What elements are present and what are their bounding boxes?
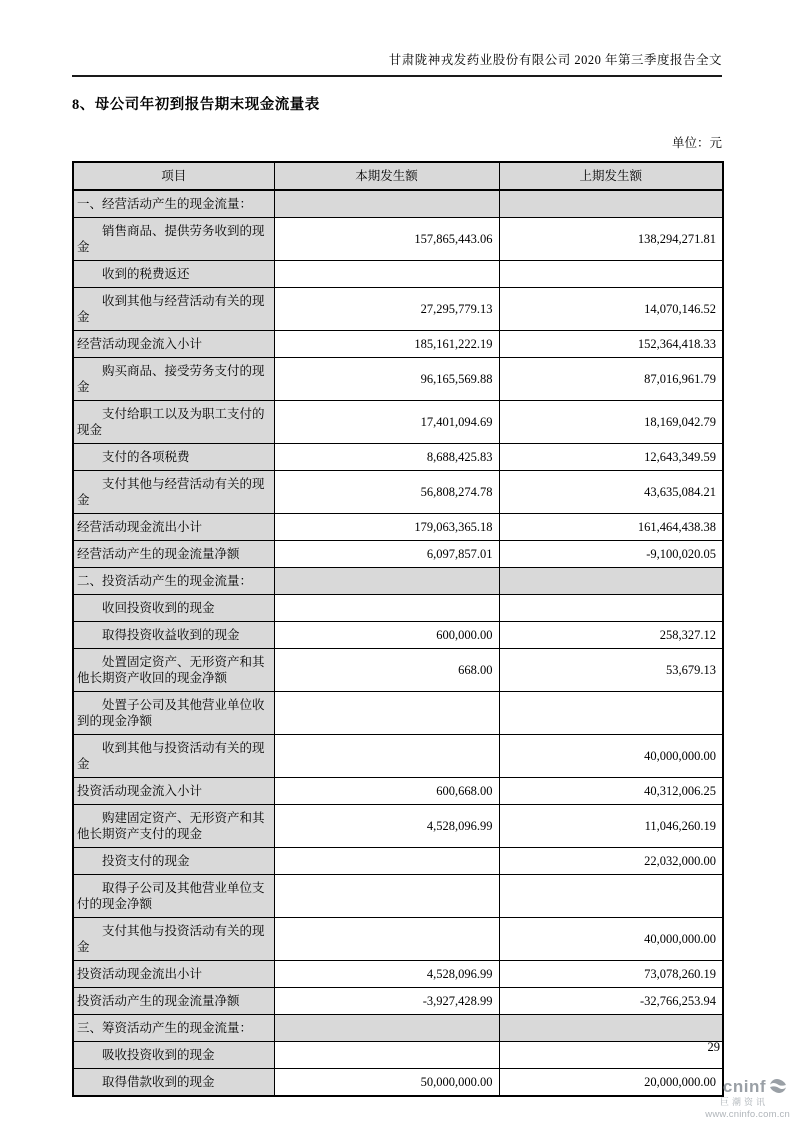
- prior-amount-cell: 161,464,438.38: [499, 514, 723, 541]
- column-header-item: 项目: [73, 162, 274, 190]
- item-label-cell: 三、筹资活动产生的现金流量：: [73, 1015, 274, 1042]
- current-amount-cell: 8,688,425.83: [274, 444, 499, 471]
- prior-amount-cell: 87,016,961.79: [499, 358, 723, 401]
- item-label-cell: 吸收投资收到的现金: [73, 1042, 274, 1069]
- current-amount-cell: 179,063,365.18: [274, 514, 499, 541]
- item-label-cell: 收回投资收到的现金: [73, 595, 274, 622]
- prior-amount-cell: 20,000,000.00: [499, 1069, 723, 1097]
- item-label-cell: 二、投资活动产生的现金流量：: [73, 568, 274, 595]
- cninfo-chinese-name: 巨潮资讯: [719, 1097, 768, 1107]
- page-number: 29: [707, 1040, 720, 1054]
- item-label-cell: 投资支付的现金: [73, 848, 274, 875]
- table-row: [73, 988, 723, 1015]
- current-amount-cell: [274, 918, 499, 961]
- current-amount-cell: 96,165,569.88: [274, 358, 499, 401]
- current-amount-cell: 668.00: [274, 649, 499, 692]
- item-label-cell: 支付的各项税费: [73, 444, 274, 471]
- item-label-cell: 处置子公司及其他营业单位收到的现金净额: [73, 692, 274, 735]
- prior-amount-cell: 40,312,006.25: [499, 778, 723, 805]
- table-row: [73, 622, 723, 649]
- item-label-cell: 销售商品、提供劳务收到的现金: [73, 218, 274, 261]
- table-row: [73, 875, 723, 918]
- table-row: [73, 1015, 723, 1042]
- current-amount-cell: [274, 875, 499, 918]
- item-label-cell: 处置固定资产、无形资产和其他长期资产收回的现金净额: [73, 649, 274, 692]
- table-row: [73, 778, 723, 805]
- table-row: [73, 471, 723, 514]
- prior-amount-cell: 258,327.12: [499, 622, 723, 649]
- prior-amount-cell: 73,078,260.19: [499, 961, 723, 988]
- prior-amount-cell: 53,679.13: [499, 649, 723, 692]
- item-label-cell: 一、经营活动产生的现金流量：: [73, 190, 274, 218]
- prior-amount-cell: 18,169,042.79: [499, 401, 723, 444]
- item-label-cell: 支付其他与投资活动有关的现金: [73, 918, 274, 961]
- prior-amount-cell: -32,766,253.94: [499, 988, 723, 1015]
- item-label-cell: 取得子公司及其他营业单位支付的现金净额: [73, 875, 274, 918]
- table-row: [73, 649, 723, 692]
- column-header-current-period: 本期发生额: [274, 162, 499, 190]
- table-row: [73, 218, 723, 261]
- current-amount-cell: [274, 190, 499, 218]
- prior-amount-cell: [499, 190, 723, 218]
- table-row: [73, 288, 723, 331]
- prior-amount-cell: 40,000,000.00: [499, 735, 723, 778]
- table-row: [73, 595, 723, 622]
- prior-amount-cell: [499, 692, 723, 735]
- current-amount-cell: 600,000.00: [274, 622, 499, 649]
- current-amount-cell: 185,161,222.19: [274, 331, 499, 358]
- current-amount-cell: [274, 735, 499, 778]
- current-amount-cell: 4,528,096.99: [274, 805, 499, 848]
- item-label-cell: 购建固定资产、无形资产和其他长期资产支付的现金: [73, 805, 274, 848]
- table-row: [73, 805, 723, 848]
- item-label-cell: 取得借款收到的现金: [73, 1069, 274, 1097]
- current-amount-cell: 6,097,857.01: [274, 541, 499, 568]
- cashflow-table-body: [73, 190, 723, 1096]
- cninfo-url: www.cninfo.com.cn: [705, 1109, 790, 1120]
- current-amount-cell: 4,528,096.99: [274, 961, 499, 988]
- prior-amount-cell: [499, 1015, 723, 1042]
- item-label-cell: 取得投资收益收到的现金: [73, 622, 274, 649]
- prior-amount-cell: -9,100,020.05: [499, 541, 723, 568]
- item-label-cell: 经营活动现金流出小计: [73, 514, 274, 541]
- prior-amount-cell: 12,643,349.59: [499, 444, 723, 471]
- current-amount-cell: 27,295,779.13: [274, 288, 499, 331]
- current-amount-cell: 157,865,443.06: [274, 218, 499, 261]
- table-row: [73, 401, 723, 444]
- current-amount-cell: 17,401,094.69: [274, 401, 499, 444]
- item-label-cell: 经营活动现金流入小计: [73, 331, 274, 358]
- item-label-cell: 投资活动现金流入小计: [73, 778, 274, 805]
- table-row: [73, 918, 723, 961]
- item-label-cell: 收到的税费返还: [73, 261, 274, 288]
- cashflow-table: [72, 161, 724, 1097]
- page-title: 8、母公司年初到报告期末现金流量表: [72, 97, 320, 113]
- prior-amount-cell: 152,364,418.33: [499, 331, 723, 358]
- current-amount-cell: [274, 261, 499, 288]
- item-label-cell: 投资活动产生的现金流量净额: [73, 988, 274, 1015]
- column-header-prior-period: 上期发生额: [499, 162, 723, 190]
- current-amount-cell: 600,668.00: [274, 778, 499, 805]
- table-row: [73, 190, 723, 218]
- prior-amount-cell: [499, 261, 723, 288]
- table-row: [73, 692, 723, 735]
- table-row: [73, 444, 723, 471]
- prior-amount-cell: 22,032,000.00: [499, 848, 723, 875]
- table-row: [73, 261, 723, 288]
- current-amount-cell: -3,927,428.99: [274, 988, 499, 1015]
- item-label-cell: 购买商品、接受劳务支付的现金: [73, 358, 274, 401]
- current-amount-cell: 56,808,274.78: [274, 471, 499, 514]
- prior-amount-cell: 40,000,000.00: [499, 918, 723, 961]
- prior-amount-cell: 43,635,084.21: [499, 471, 723, 514]
- item-label-cell: 支付给职工以及为职工支付的现金: [73, 401, 274, 444]
- table-row: [73, 331, 723, 358]
- table-header-row: [73, 162, 723, 190]
- cninfo-logo: [680, 1076, 790, 1120]
- current-amount-cell: 50,000,000.00: [274, 1069, 499, 1097]
- table-row: [73, 358, 723, 401]
- table-row: [73, 568, 723, 595]
- prior-amount-cell: [499, 875, 723, 918]
- table-row: [73, 1069, 723, 1097]
- current-amount-cell: [274, 848, 499, 875]
- current-amount-cell: [274, 692, 499, 735]
- item-label-cell: 收到其他与投资活动有关的现金: [73, 735, 274, 778]
- cninfo-brand-text: cninf: [722, 1076, 766, 1096]
- item-label-cell: 投资活动现金流出小计: [73, 961, 274, 988]
- prior-amount-cell: [499, 595, 723, 622]
- table-row: [73, 848, 723, 875]
- current-amount-cell: [274, 1015, 499, 1042]
- unit-label: 单位：元: [671, 136, 722, 150]
- current-amount-cell: [274, 595, 499, 622]
- prior-amount-cell: [499, 568, 723, 595]
- item-label-cell: 经营活动产生的现金流量净额: [73, 541, 274, 568]
- table-row: [73, 541, 723, 568]
- item-label-cell: 支付其他与经营活动有关的现金: [73, 471, 274, 514]
- prior-amount-cell: 138,294,271.81: [499, 218, 723, 261]
- cninfo-swirl-icon: [768, 1076, 788, 1096]
- table-row: [73, 514, 723, 541]
- document-header-text: 甘肃陇神戎发药业股份有限公司 2020 年第三季度报告全文: [72, 50, 722, 77]
- prior-amount-cell: 11,046,260.19: [499, 805, 723, 848]
- table-row: [73, 961, 723, 988]
- current-amount-cell: [274, 568, 499, 595]
- prior-amount-cell: 14,070,146.52: [499, 288, 723, 331]
- item-label-cell: 收到其他与经营活动有关的现金: [73, 288, 274, 331]
- table-row: [73, 735, 723, 778]
